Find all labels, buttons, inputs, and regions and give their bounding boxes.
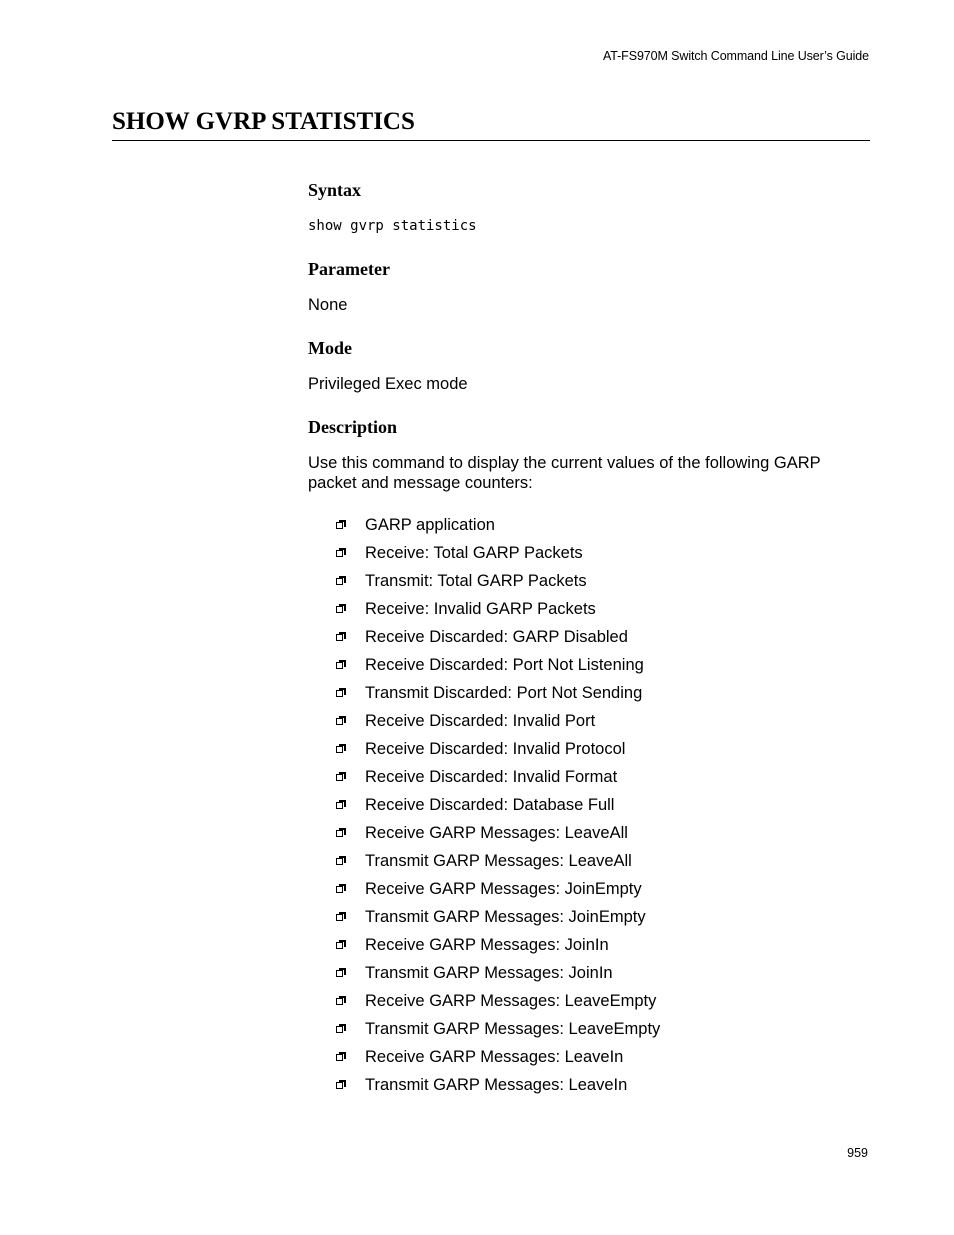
- syntax-command: show gvrp statistics: [308, 218, 477, 234]
- list-item-label: Receive GARP Messages: LeaveEmpty: [365, 991, 657, 1010]
- list-item: [308, 931, 868, 959]
- hollow-square-bullet-icon: [336, 772, 346, 782]
- hollow-square-bullet-icon: [336, 1052, 346, 1062]
- hollow-square-bullet-icon: [336, 856, 346, 866]
- hollow-square-bullet-icon: [336, 968, 346, 978]
- mode-text: Privileged Exec mode: [308, 375, 468, 393]
- hollow-square-bullet-icon: [336, 576, 346, 586]
- main-content: [308, 178, 868, 1099]
- list-item-label: Transmit GARP Messages: JoinEmpty: [365, 907, 646, 926]
- list-item-label: Receive: Invalid GARP Packets: [365, 599, 596, 618]
- list-item-label: Receive: Total GARP Packets: [365, 543, 583, 562]
- list-item: [308, 819, 868, 847]
- list-item-label: Receive Discarded: Invalid Protocol: [365, 739, 626, 758]
- hollow-square-bullet-icon: [336, 884, 346, 894]
- page-number: 959: [847, 1146, 868, 1160]
- hollow-square-bullet-icon: [336, 716, 346, 726]
- hollow-square-bullet-icon: [336, 548, 346, 558]
- mode-heading: Mode: [308, 338, 352, 358]
- running-header: AT-FS970M Switch Command Line User’s Guide: [602, 49, 869, 63]
- list-item-label: Receive GARP Messages: LeaveAll: [365, 823, 628, 842]
- list-item: [308, 959, 868, 987]
- list-item-label: GARP application: [365, 515, 495, 534]
- hollow-square-bullet-icon: [336, 744, 346, 754]
- hollow-square-bullet-icon: [336, 604, 346, 614]
- hollow-square-bullet-icon: [336, 632, 346, 642]
- list-item: [308, 875, 868, 903]
- hollow-square-bullet-icon: [336, 996, 346, 1006]
- page-title: SHOW GVRP STATISTICS: [112, 106, 870, 141]
- list-item: [308, 651, 868, 679]
- hollow-square-bullet-icon: [336, 1024, 346, 1034]
- hollow-square-bullet-icon: [336, 520, 346, 530]
- list-item-label: Receive GARP Messages: JoinIn: [365, 935, 609, 954]
- list-item: [308, 539, 868, 567]
- list-item: [308, 1043, 868, 1071]
- list-item: [308, 903, 868, 931]
- description-heading: Description: [308, 417, 397, 437]
- list-item: [308, 735, 868, 763]
- list-item-label: Receive Discarded: Database Full: [365, 795, 615, 814]
- list-item: [308, 763, 868, 791]
- list-item-label: Receive GARP Messages: JoinEmpty: [365, 879, 642, 898]
- list-item-label: Receive Discarded: Invalid Port: [365, 711, 596, 730]
- list-item: [308, 987, 868, 1015]
- list-item: [308, 595, 868, 623]
- list-item: [308, 679, 868, 707]
- hollow-square-bullet-icon: [336, 940, 346, 950]
- list-item: [308, 511, 868, 539]
- list-item-label: Receive Discarded: GARP Disabled: [365, 627, 628, 646]
- list-item: [308, 567, 868, 595]
- description-text: Use this command to display the current values of the following GARP packet and message counters:: [308, 454, 821, 492]
- hollow-square-bullet-icon: [336, 800, 346, 810]
- list-item-label: Receive Discarded: Port Not Listening: [365, 655, 644, 674]
- list-item: [308, 791, 868, 819]
- list-item: [308, 1071, 868, 1099]
- list-item-label: Receive GARP Messages: LeaveIn: [365, 1047, 624, 1066]
- hollow-square-bullet-icon: [336, 1080, 346, 1090]
- syntax-heading: Syntax: [308, 180, 362, 200]
- hollow-square-bullet-icon: [336, 828, 346, 838]
- list-item: [308, 1015, 868, 1043]
- list-item-label: Transmit: Total GARP Packets: [365, 571, 587, 590]
- counter-list: [308, 511, 868, 1099]
- hollow-square-bullet-icon: [336, 688, 346, 698]
- parameter-heading: Parameter: [308, 259, 390, 279]
- list-item-label: Transmit GARP Messages: LeaveEmpty: [365, 1019, 661, 1038]
- list-item-label: Receive Discarded: Invalid Format: [365, 767, 618, 786]
- hollow-square-bullet-icon: [336, 912, 346, 922]
- list-item-label: Transmit GARP Messages: LeaveIn: [365, 1075, 628, 1094]
- list-item: [308, 847, 868, 875]
- list-item-label: Transmit Discarded: Port Not Sending: [365, 683, 643, 702]
- list-item-label: Transmit GARP Messages: LeaveAll: [365, 851, 632, 870]
- list-item: [308, 623, 868, 651]
- list-item: [308, 707, 868, 735]
- parameter-text: None: [308, 296, 348, 314]
- hollow-square-bullet-icon: [336, 660, 346, 670]
- list-item-label: Transmit GARP Messages: JoinIn: [365, 963, 613, 982]
